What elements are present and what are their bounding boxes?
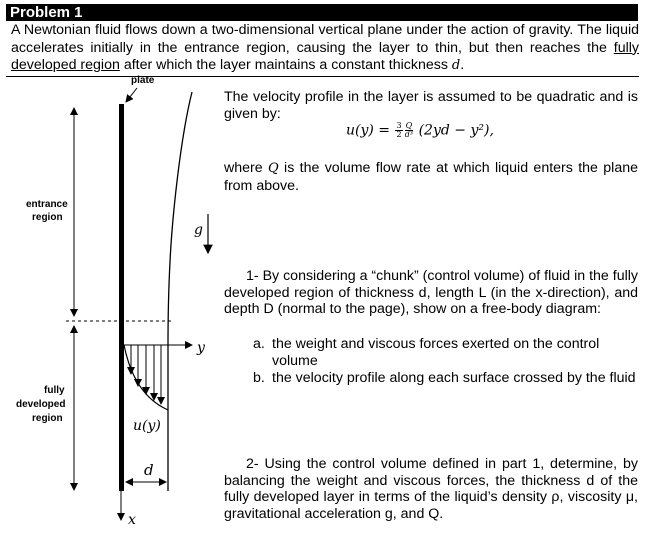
x-axis-label: x bbox=[128, 512, 136, 528]
developed-label-1: fully bbox=[44, 385, 65, 396]
frac1-den: 2 bbox=[396, 130, 402, 139]
part1-text bbox=[224, 268, 638, 318]
intro-symbol-d: d bbox=[451, 58, 461, 73]
where-text-2: is the volume flow rate at which liquid enters the plane from above. bbox=[224, 160, 638, 194]
intro-underlined: fully developed region bbox=[11, 39, 639, 73]
gravity-label: g bbox=[194, 222, 203, 238]
plate-pointer bbox=[126, 88, 137, 102]
where-Q: Q bbox=[268, 161, 279, 176]
intro-text-2: after which the layer maintains a constant thickness bbox=[123, 57, 448, 73]
intro-text-1: A Newtonian fluid flows down a two-dimensional vertical plane under the action of gravity. The liquid accelerates initially in the entrance region, causing the layer to thin, but then reaches the bbox=[11, 22, 639, 56]
velocity-label: u(y) bbox=[133, 418, 161, 434]
entrance-label-2: region bbox=[32, 212, 63, 223]
part2-text bbox=[224, 456, 638, 522]
entrance-label-1: entrance bbox=[26, 199, 68, 210]
profile-intro: The velocity profile in the layer is assumed to be quadratic and is given by: bbox=[224, 89, 638, 122]
where-text-1: where bbox=[224, 160, 263, 176]
thickness-label: d bbox=[144, 461, 154, 479]
formula-lhs: u(y) = bbox=[346, 122, 391, 139]
part1a bbox=[253, 336, 637, 369]
frac1-num: 3 bbox=[396, 121, 402, 130]
where-text bbox=[224, 160, 638, 194]
y-axis-label: y bbox=[197, 340, 205, 356]
part1b-label: b. bbox=[253, 370, 265, 386]
free-surface bbox=[168, 92, 192, 491]
velocity-arrows bbox=[131, 345, 161, 404]
formula-fraction-Q-d3 bbox=[405, 122, 414, 139]
frac2-num: Q bbox=[405, 121, 413, 130]
formula-rhs: (2yd − y²), bbox=[418, 122, 494, 139]
part1-body: By considering a “chunk” (control volume) of fluid in the fully developed region of thickness d, length L (in the x-direction), and depth D (normal to the page), show on a free-body diagram: bbox=[224, 268, 638, 317]
plate bbox=[119, 104, 124, 491]
intro-end: . bbox=[460, 57, 465, 73]
problem-title: Problem 1 bbox=[10, 4, 83, 21]
part2-number: 2- bbox=[246, 456, 259, 472]
velocity-formula bbox=[346, 122, 494, 139]
part1a-label: a. bbox=[253, 336, 265, 352]
developed-label-3: region bbox=[32, 413, 63, 424]
part2-body: Using the control volume defined in part 1, determine, by balancing the weight and viscous forces, the thickness d of the fully developed layer in terms of the liquid’s density ρ, viscosity μ, gravitational acceleration g, and Q. bbox=[224, 456, 638, 522]
part1b bbox=[253, 370, 637, 387]
part1b-text: the velocity profile along each surface crossed by the fluid bbox=[272, 370, 636, 386]
plate-label: plate bbox=[131, 75, 155, 86]
formula-fraction-3-2 bbox=[395, 122, 402, 139]
part1a-text: the weight and viscous forces exerted on the control volume bbox=[272, 336, 600, 369]
part1-number: 1- bbox=[246, 268, 259, 284]
developed-label-2: developed bbox=[16, 399, 66, 410]
frac2-den: d³ bbox=[404, 130, 414, 139]
